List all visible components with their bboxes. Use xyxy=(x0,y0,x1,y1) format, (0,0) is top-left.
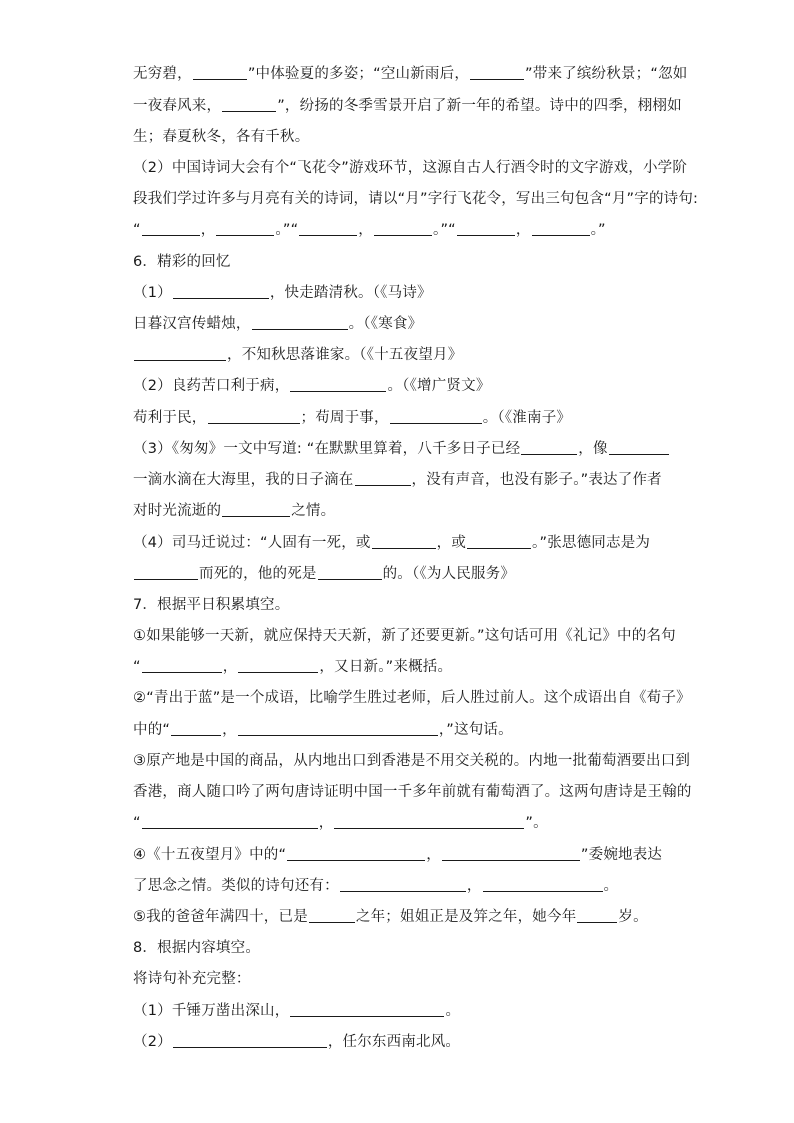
answer-blank[interactable] xyxy=(238,719,438,736)
text-segment: （2） xyxy=(133,1034,172,1050)
text-line xyxy=(133,468,662,492)
text-line xyxy=(133,749,690,773)
text-segment: ， xyxy=(222,722,237,738)
text-segment: 段我们学过许多与月亮有关的诗词，请以“月”字行飞花令，写出三句包含“月”字的诗句: xyxy=(133,191,699,207)
answer-blank[interactable] xyxy=(134,563,198,580)
answer-blank[interactable] xyxy=(470,63,524,80)
answer-blank[interactable] xyxy=(171,719,221,736)
answer-blank[interactable] xyxy=(577,906,617,923)
text-line xyxy=(133,624,676,648)
answer-blank[interactable] xyxy=(609,438,669,455)
text-line xyxy=(133,406,571,430)
text-segment: “ xyxy=(133,659,141,675)
text-line xyxy=(133,874,618,898)
text-line xyxy=(133,531,650,555)
answer-blank[interactable] xyxy=(299,219,357,236)
text-segment: （1） xyxy=(133,285,172,301)
answer-blank[interactable] xyxy=(222,500,290,517)
answer-blank[interactable] xyxy=(173,1031,327,1048)
text-segment: ， xyxy=(318,815,334,831)
text-segment: 。 xyxy=(603,878,619,894)
text-segment: 而死的，他的死是 xyxy=(199,566,317,582)
text-segment: （2）良药苦口利于病， xyxy=(133,378,290,394)
answer-blank[interactable] xyxy=(142,812,318,829)
answer-blank[interactable] xyxy=(442,844,580,861)
answer-blank[interactable] xyxy=(252,313,348,330)
text-line xyxy=(133,999,460,1023)
answer-blank[interactable] xyxy=(142,219,200,236)
answer-blank[interactable] xyxy=(521,438,577,455)
text-segment: 一滴水滴在大海里，我的日子滴在 xyxy=(133,472,354,488)
text-segment: ④《十五夜望月》中的“ xyxy=(133,847,287,863)
answer-blank[interactable] xyxy=(173,282,269,299)
text-line xyxy=(133,281,432,305)
answer-blank[interactable] xyxy=(142,656,222,673)
text-segment: ③原产地是中国的商品，从内地出口到香港是不用交关税的。内地一批葡萄酒要出口到 xyxy=(133,753,691,769)
text-segment: 。（《淮南子》 xyxy=(482,410,572,426)
text-segment: ①如果能够一天新，就应保持天天新，新了还要更新。”这句话可用《礼记》中的名句 xyxy=(133,628,676,644)
text-segment: （3）《匆匆》一文中写道: “在默默里算着，八千多日子已经 xyxy=(133,441,521,457)
text-segment: 。” xyxy=(590,222,606,238)
text-segment: （1）千锤万凿出深山， xyxy=(133,1003,290,1019)
answer-blank[interactable] xyxy=(355,469,411,486)
answer-blank[interactable] xyxy=(290,375,386,392)
text-segment: 。”“ xyxy=(275,222,299,238)
text-segment: ”带来了缤纷秋景；“忽如 xyxy=(525,66,688,82)
text-line xyxy=(133,718,513,742)
text-line xyxy=(133,343,462,367)
text-segment: 。”张思德同志是为 xyxy=(532,535,651,551)
text-line xyxy=(133,62,687,86)
text-segment: （2）中国诗词大会有个“飞花令”游戏环节，这源自古人行酒令时的文字游戏，小学阶 xyxy=(133,160,688,176)
text-segment: 日暮汉宫传蜡烛， xyxy=(133,316,251,332)
text-line xyxy=(133,125,309,149)
text-segment: ，又日新。”来概括。 xyxy=(319,659,453,675)
text-segment: ”中体验夏的多姿；“空山新雨后， xyxy=(247,66,470,82)
text-segment: ”，纷扬的冬季雪景开启了新一年的希望。诗中的四季，栩栩如 xyxy=(277,98,682,114)
text-segment: 将诗句补充完整： xyxy=(133,971,251,987)
answer-blank[interactable] xyxy=(390,407,482,424)
text-segment: ， xyxy=(222,659,238,675)
answer-blank[interactable] xyxy=(309,906,355,923)
text-segment: 。（《增广贤文》 xyxy=(387,378,491,394)
text-segment: ，”这句话。 xyxy=(438,722,513,738)
answer-blank[interactable] xyxy=(193,63,247,80)
text-segment: ，不知秋思落谁家。（《十五夜望月》 xyxy=(227,347,463,363)
answer-blank[interactable] xyxy=(372,532,436,549)
answer-blank[interactable] xyxy=(334,812,524,829)
text-line xyxy=(133,780,692,804)
text-segment: 生；春夏秋冬，各有千秋。 xyxy=(133,129,310,145)
answer-blank[interactable] xyxy=(457,219,515,236)
answer-blank[interactable] xyxy=(483,875,603,892)
text-segment: 。 xyxy=(445,1003,461,1019)
text-line xyxy=(133,905,648,929)
text-segment: ， xyxy=(515,222,531,238)
text-line xyxy=(133,374,491,398)
text-line xyxy=(133,562,515,586)
text-segment: 6．精彩的回忆 xyxy=(133,254,231,270)
answer-blank[interactable] xyxy=(238,656,318,673)
text-segment: 之情。 xyxy=(291,503,336,519)
text-segment: ②“青出于蓝”是一个成语，比喻学生胜过老师，后人胜过前人。这个成语出自《荀子》 xyxy=(133,690,691,706)
text-line xyxy=(133,437,670,461)
text-segment: ， xyxy=(200,222,216,238)
answer-blank[interactable] xyxy=(318,563,382,580)
text-segment: ，像 xyxy=(578,441,608,457)
text-line xyxy=(133,94,682,118)
text-segment: ，快走踏清秋。（《马诗》 xyxy=(269,285,432,301)
text-line xyxy=(133,686,691,710)
text-segment: ， xyxy=(466,878,482,894)
text-segment: ”。 xyxy=(525,815,548,831)
text-segment: 岁。 xyxy=(618,909,648,925)
answer-blank[interactable] xyxy=(222,95,276,112)
text-line xyxy=(133,936,260,960)
text-line xyxy=(133,187,698,211)
answer-blank[interactable] xyxy=(134,344,226,361)
text-segment: 一夜春风来， xyxy=(133,98,222,114)
text-segment: 之年；姐姐正是及笄之年，她今年 xyxy=(355,909,577,925)
text-segment: 。”“ xyxy=(433,222,456,238)
text-segment: 无穷碧， xyxy=(133,66,192,82)
answer-blank[interactable] xyxy=(374,219,432,236)
text-segment: ， xyxy=(426,847,441,863)
answer-blank[interactable] xyxy=(467,532,531,549)
text-segment: 了思念之情。类似的诗句还有： xyxy=(133,878,339,894)
answer-blank[interactable] xyxy=(340,875,466,892)
text-segment: “ xyxy=(133,815,141,831)
text-segment: 7．根据平日积累填空。 xyxy=(133,597,290,613)
text-segment: 苟利于民， xyxy=(133,410,207,426)
text-line xyxy=(133,250,231,274)
text-segment: ；苟周于事， xyxy=(300,410,389,426)
text-segment: ，或 xyxy=(436,535,467,551)
text-line xyxy=(133,218,606,242)
answer-blank[interactable] xyxy=(208,407,300,424)
text-segment: 8．根据内容填空。 xyxy=(133,940,261,956)
text-segment: ⑤我的爸爸年满四十，已是 xyxy=(133,909,308,925)
text-segment: ”委婉地表达 xyxy=(580,847,663,863)
text-segment: 。（《寒食》 xyxy=(348,316,423,332)
answer-blank[interactable] xyxy=(290,1000,444,1017)
text-segment: “ xyxy=(133,222,141,238)
text-segment: 的。（《为人民服务》 xyxy=(382,566,516,582)
text-line xyxy=(133,967,251,991)
text-segment: （4）司马迁说过：“人固有一死，或 xyxy=(133,535,371,551)
text-line xyxy=(133,843,662,867)
answer-blank[interactable] xyxy=(216,219,274,236)
text-segment: ， xyxy=(358,222,373,238)
text-line xyxy=(133,156,687,180)
text-line xyxy=(133,655,452,679)
text-segment: 香港，商人随口吟了两句唐诗证明中国一千多年前就有葡萄酒了。这两句唐诗是王翰的 xyxy=(133,784,692,800)
text-line xyxy=(133,1030,460,1054)
answer-blank[interactable] xyxy=(287,844,425,861)
text-line xyxy=(133,499,335,523)
text-segment: 中的“ xyxy=(133,722,171,738)
text-line xyxy=(133,312,422,336)
text-segment: ，没有声音，也没有影子。”表达了作者 xyxy=(411,472,662,488)
text-line xyxy=(133,811,548,835)
text-line xyxy=(133,593,289,617)
text-segment: ，任尔东西南北风。 xyxy=(327,1034,461,1050)
text-segment: 对时光流逝的 xyxy=(133,503,222,519)
answer-blank[interactable] xyxy=(532,219,590,236)
